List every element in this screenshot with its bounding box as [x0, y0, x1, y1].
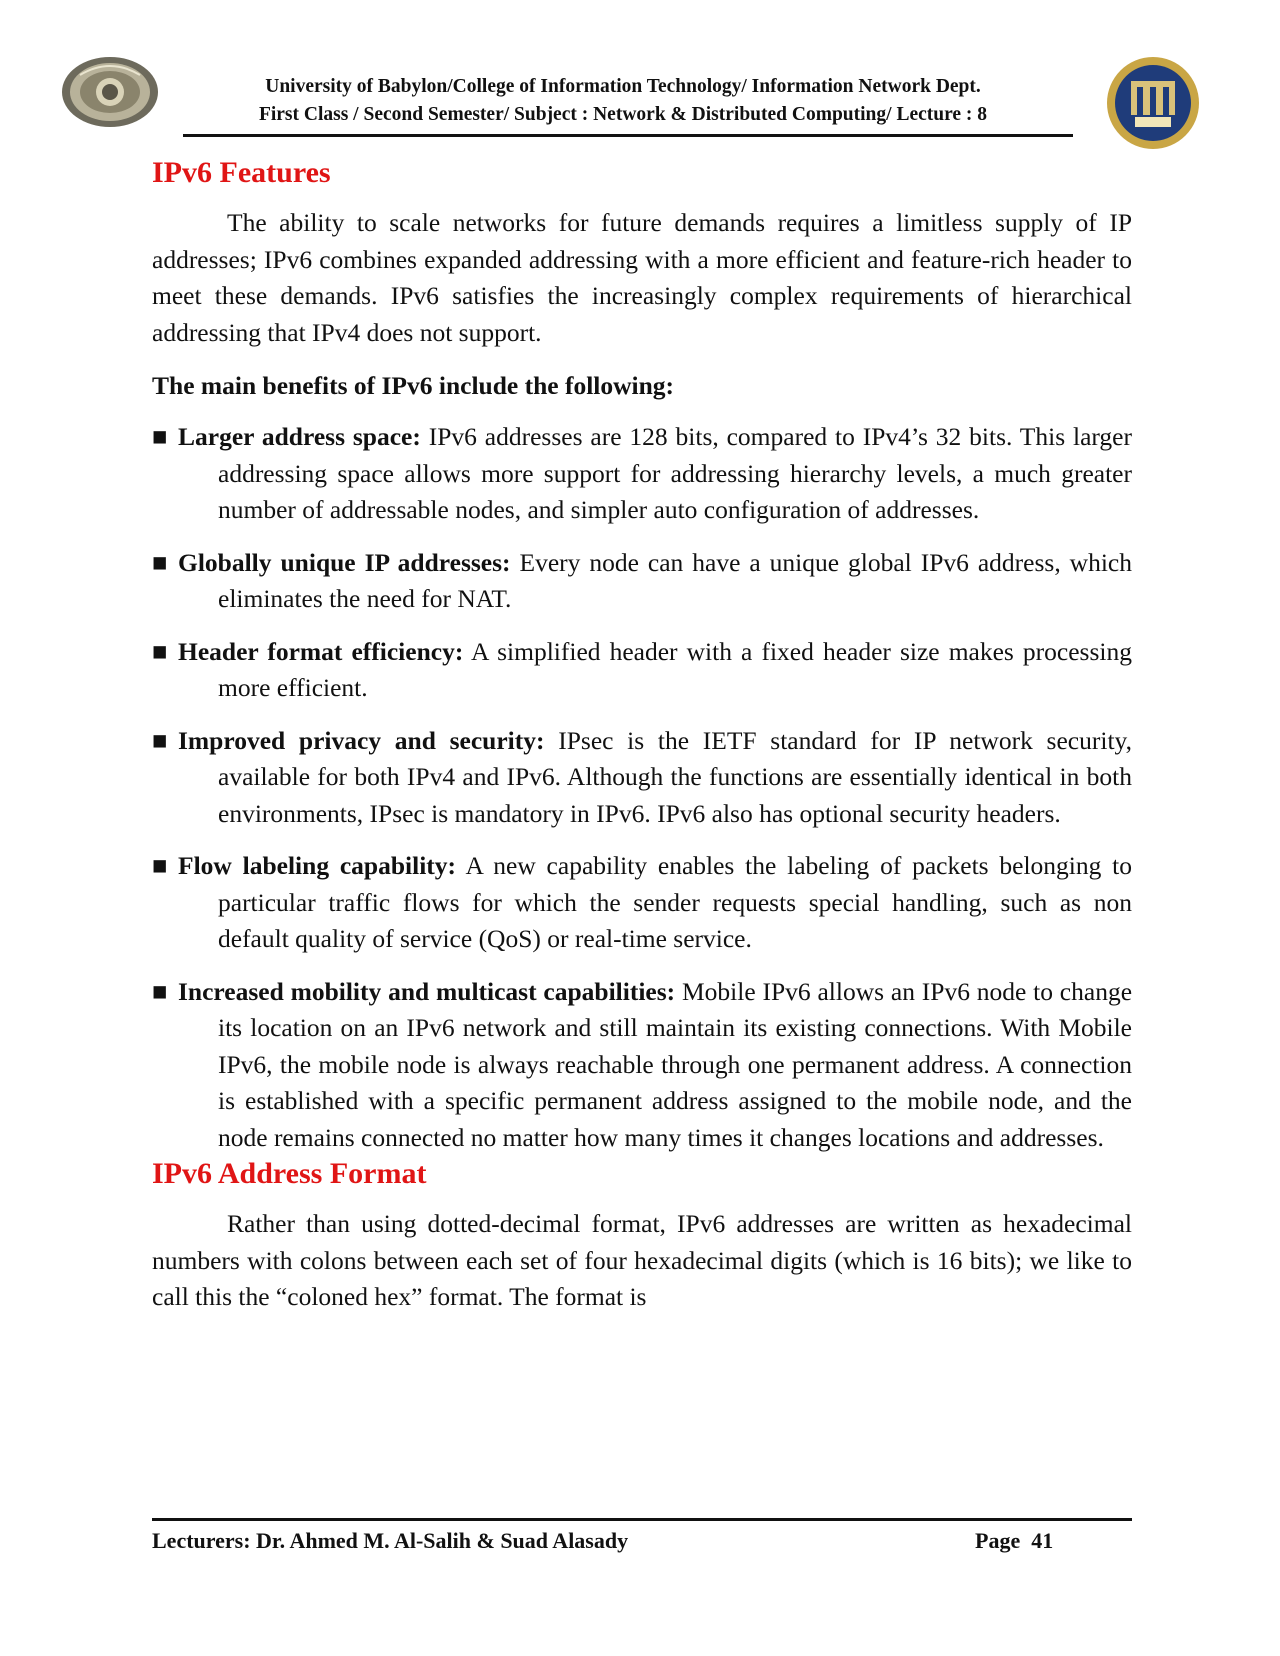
bullet-square-icon: ■	[152, 547, 168, 577]
college-logo	[60, 55, 160, 129]
section-title-ipv6-features: IPv6 Features	[152, 156, 331, 189]
bullet-text: A new capability enables the labeling of packets belonging to particular traffic flows for which the sender requests special handling, such as non default quality of service (QoS) or real-time service.	[218, 851, 1133, 953]
bullet-term: Larger address space:	[178, 422, 421, 451]
bullet-text: IPv6 addresses are 128 bits, compared to IPv4’s 32 bits. This larger addressing space allows more support for addressing hierarchy levels, a much greater number of addressable nodes, and simpler auto configuration of addresses.	[218, 422, 1132, 524]
bullet-term: Increased mobility and multicast capabilities:	[178, 976, 676, 1006]
college-emblem-icon	[60, 55, 160, 129]
section-title-ipv6-address-format: IPv6 Address Format	[152, 1157, 427, 1190]
bullet-text: Mobile IPv6 allows an IPv6 node to change its location on an IPv6 network and still maintain its existing connections. With Mobile IPv6, the mobile node is always reachable through one permanent address. A connection is established with a specific permanent address assigned to the mobile node, and the node remains connected no matter how many times it changes locations and addresses.	[218, 976, 1133, 1152]
bullet-text: IPsec is the IETF standard for IP network security, available for both IPv4 and IPv6. Although the functions are essentially identical in both environments, IPsec is mandatory in IPv6. IPv6 also has optional security headers.	[218, 725, 1132, 828]
bullet-square-icon: ■	[152, 636, 168, 666]
bullet-text: Every node can have a unique global IPv6 address, which eliminates the need for NAT.	[218, 547, 1132, 613]
bullet-term: Header format efficiency:	[178, 636, 464, 666]
bullet-text: A simplified header with a fixed header size makes processing more efficient.	[218, 636, 1132, 702]
bullet-flow-labeling	[152, 848, 1132, 958]
footer-divider	[152, 1518, 1132, 1521]
bullet-square-icon: ■	[152, 851, 168, 880]
document-header	[183, 73, 1063, 129]
bullet-term: Flow labeling capability:	[178, 851, 457, 880]
footer-page	[975, 1528, 1053, 1554]
university-of-babylon-seal-icon	[1105, 55, 1201, 151]
bullet-square-icon: ■	[152, 976, 168, 1006]
bullet-term: Improved privacy and security:	[178, 725, 545, 755]
benefits-heading: The main benefits of IPv6 include the following:	[152, 371, 675, 400]
header-line-2: First Class / Second Semester/ Subject : Network & Distributed Computing/ Lecture : 8	[258, 104, 988, 125]
page-content	[152, 155, 1132, 1316]
footer-lecturers: Lecturers: Dr. Ahmed M. Al-Salih & Suad Alasady	[152, 1528, 629, 1553]
intro-paragraph: The ability to scale networks for future demands requires a limitless supply of IP addresses; IPv6 combines expanded addressing with a more efficient and feature-rich header to meet these demands. IPv6 satisfies the increasingly complex requirements of hierarchical addressing that IPv4 does not support.	[152, 208, 1132, 347]
page-number: 41	[1031, 1528, 1054, 1553]
header-divider	[183, 134, 1073, 137]
header-line-1: University of Babylon/College of Information Technology/ Information Network Dept.	[265, 76, 981, 97]
university-logo	[1105, 55, 1201, 151]
page-label: Page	[975, 1528, 1021, 1553]
bullet-square-icon: ■	[152, 422, 168, 451]
bullet-globally-unique	[152, 545, 1132, 618]
bullet-larger-address-space	[152, 419, 1132, 529]
bullet-term: Globally unique IP addresses:	[178, 547, 511, 577]
address-format-paragraph: Rather than using dotted-decimal format, IPv6 addresses are written as hexadecimal numbers with colons between each set of four hexadecimal digits (which is 16 bits); we like to call this the “coloned hex” format. The format is	[152, 1209, 1132, 1311]
bullet-square-icon: ■	[152, 725, 168, 755]
bullet-mobility-multicast	[152, 974, 1132, 1157]
bullet-privacy-security	[152, 723, 1132, 833]
bullet-header-format	[152, 634, 1132, 707]
